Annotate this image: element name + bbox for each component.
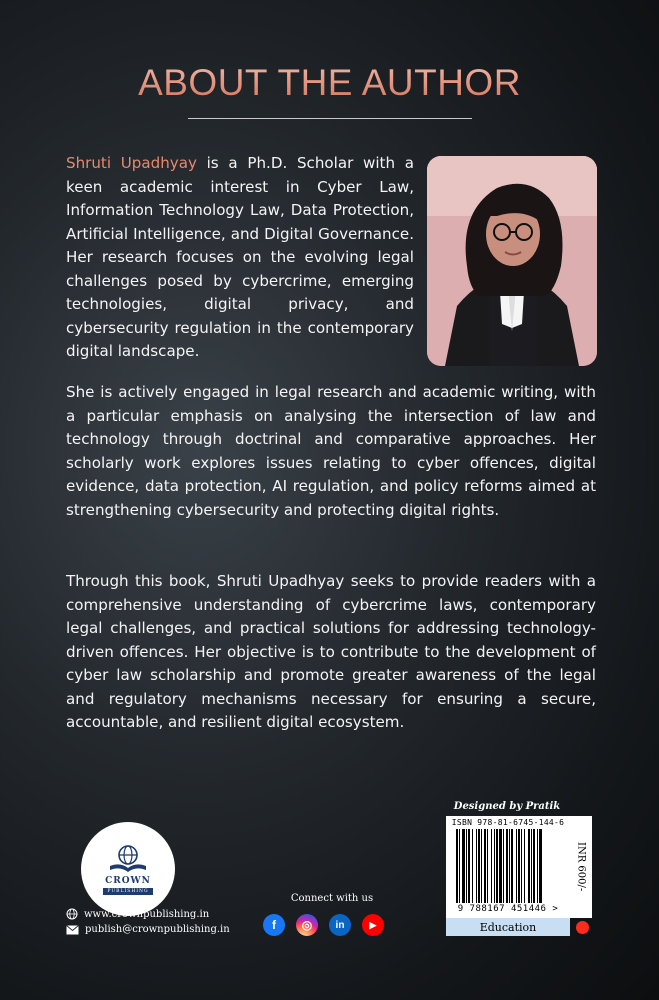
globe-book-icon [106,844,150,874]
social-icons [263,914,384,936]
publisher-logo [81,822,175,916]
linkedin-icon[interactable]: in [329,914,351,936]
red-dot-marker [576,921,589,934]
category-label: Education [446,918,570,936]
website-contact [66,908,209,920]
publisher-logo-name: CROWN [105,875,151,886]
email-link[interactable]: publish@crownpublishing.in [85,924,230,935]
page-title: ABOUT THE AUTHOR [0,62,659,104]
globe-icon [66,908,78,920]
isbn-barcode [446,816,570,918]
isbn-label: ISBN 978-81-6745-144-6 [451,818,565,827]
instagram-icon[interactable]: ◎ [296,914,318,936]
bio-text-1: is a Ph.D. Scholar with a keen academic interest in Cyber Law, Information Technology Law, Data Protection, Artificial Intelligence, and Digital Governance. Her research focuses on the evolving legal challenges posed by cybercrime, emerging technologies, digital privacy, and cybersecurity regulation in the contemporary digital landscape. [66,154,414,360]
email-contact [66,924,230,935]
connect-label: Connect with us [290,893,374,904]
author-name: Shruti Upadhyay [66,154,197,172]
mail-icon [66,925,79,935]
price-tag [570,816,592,918]
author-bio-paragraph-3: Through this book, Shruti Upadhyay seeks to provide readers with a comprehensive understanding of cybercrime laws, contemporary legal challenges, and practical solutions for addressing technology-driven offences. Her objective is to contribute to the development of cyber law scholarship and promote greater awareness of the legal and regulatory mechanisms necessary for ensuring a secure, accountable, and resilient digital ecosystem. [66,572,596,731]
price-text: INR 600/- [575,842,587,892]
author-portrait-illustration [427,156,597,366]
website-link[interactable]: www.crownpublishing.in [84,908,210,920]
barcode-digits: 9 788167 451446 > [457,904,559,914]
facebook-icon[interactable]: f [263,914,285,936]
barcode-bars [446,816,570,918]
author-photo [427,156,597,366]
author-bio-paragraph-1 [66,152,414,364]
youtube-icon[interactable]: ▶ [362,914,384,936]
author-bio-paragraph-2: She is actively engaged in legal research and academic writing, with a particular emphasis on analysing the intersection of law and technology through doctrinal and comparative approaches. Her scholarly work explores issues relating to cyber offences, digital evidence, data protection, AI regulation, and policy reforms aimed at strengthening cybersecurity and protecting digital rights. [66,383,596,519]
title-divider [188,118,472,119]
designer-credit: Designed by Pratik [453,801,561,812]
publisher-logo-subtitle: PUBLISHING [103,888,152,895]
